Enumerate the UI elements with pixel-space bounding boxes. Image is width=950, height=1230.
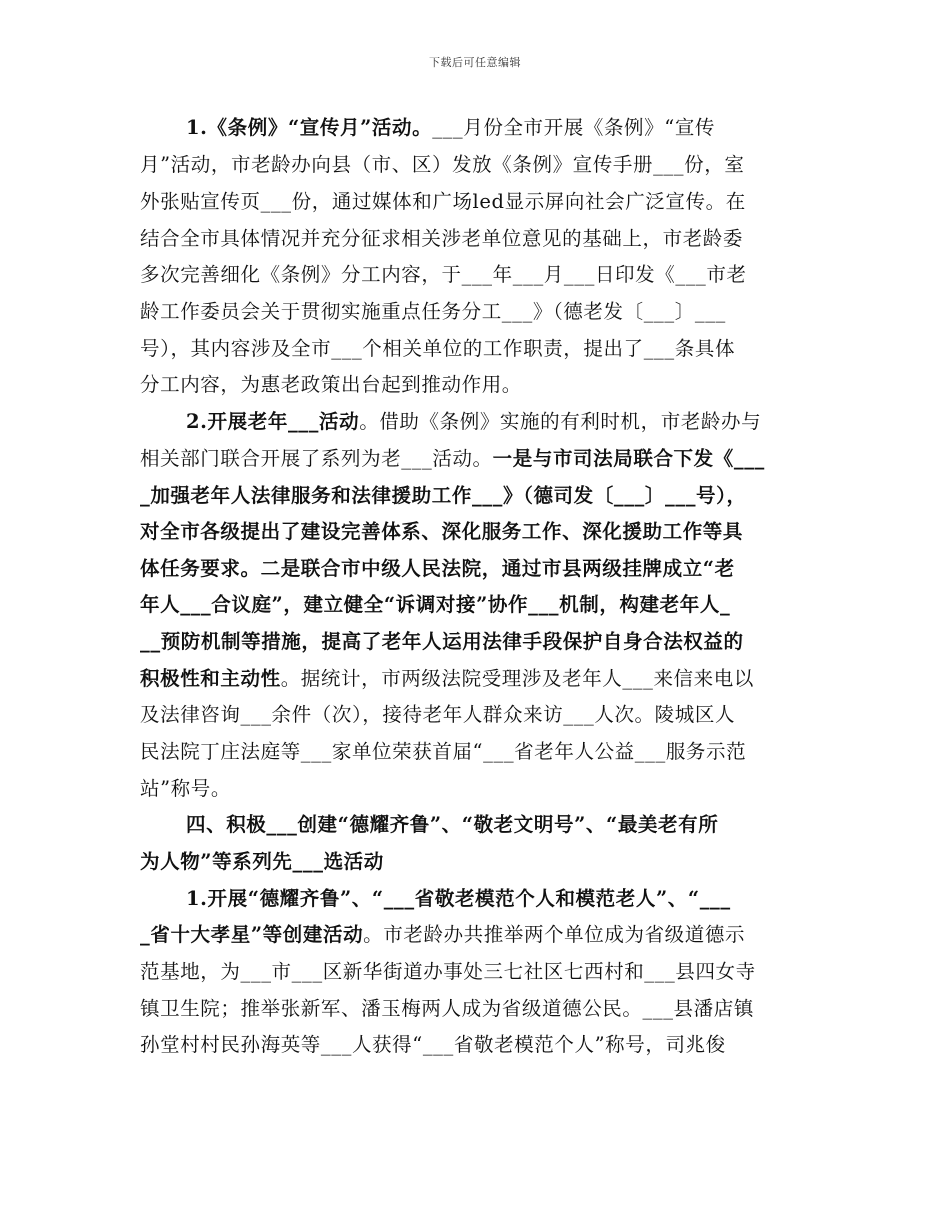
text-line: [140, 630, 744, 654]
text-line: [140, 777, 231, 801]
text-line: [140, 850, 384, 874]
body-text: 龄工作委员会关于贯彻实施重点任务分工___》（德老发〔___〕___: [140, 300, 726, 323]
bold-text: 体任务要求。二是联合市中级人民法院，通过市县两级挂牌成立“老: [140, 557, 735, 580]
text-line: [140, 593, 730, 617]
body-text: 外张贴宣传页___份，通过媒体和广场led显示屏向社会广泛宣传。在: [140, 190, 746, 213]
text-line: [140, 227, 743, 251]
text-line: [140, 190, 746, 214]
body-text: 站”称号。: [140, 777, 231, 800]
body-text: 范基地，为___市___区新华街道办事处三七社区七西村和___县四女寺: [140, 960, 756, 983]
bold-text: 年人___合议庭”，建立健全“诉调对接”协作___机制，构建老年人_: [140, 593, 731, 616]
bold-text: 积极性和主动性: [140, 667, 281, 690]
text-line: [140, 923, 745, 947]
body-text: 及法律咨询___余件（次），接待老年人群众来访___人次。陵城区人: [140, 703, 736, 726]
text-line: [140, 1033, 726, 1057]
page-header: 下载后可任意编辑: [429, 56, 521, 69]
bold-text: _省十大孝星”等创建活动: [140, 923, 364, 946]
text-line: [186, 813, 718, 837]
text-line: [140, 667, 754, 691]
text-line: [140, 703, 735, 727]
body-text: 相关部门联合开展了系列为老___活动。: [140, 447, 493, 470]
body-text: 号），其内容涉及全市___个相关单位的工作职责，提出了___条具体: [140, 337, 736, 360]
bold-text: 对全市各级提出了建设完善体系、深化服务工作、深化援助工作等具: [140, 520, 744, 543]
text-line: [186, 887, 731, 911]
text-line: [140, 300, 726, 324]
bold-text: 四、积极___创建“德耀齐鲁”、“敬老文明号”、“最美老有所: [186, 813, 719, 836]
body-text: 月”活动，市老龄办向县（市、区）发放《条例》宣传手册___份，室: [140, 153, 745, 176]
text-line: [140, 520, 743, 544]
text-line: [140, 153, 744, 177]
body-text: 镇卫生院；推举张新军、潘玉梅两人成为省级道德公民。___县潘店镇: [140, 997, 754, 1020]
body-text: 。据统计，市两级法院受理涉及老年人___来信来电以: [280, 667, 754, 690]
text-line: [140, 337, 735, 361]
text-line: [140, 557, 735, 581]
text-line: [140, 263, 747, 287]
bold-text: 为人物”等系列先___选活动: [140, 850, 384, 873]
body-text: 。借助《条例》实施的有利时机，市老龄办与: [359, 410, 762, 433]
bold-text: 一是与市司法局联合下发《___: [492, 447, 765, 470]
text-line: [140, 740, 746, 764]
body-text: 孙堂村村民孙海英等___人获得“___省敬老模范个人”称号，司兆俊: [140, 1033, 726, 1056]
text-line: [140, 484, 747, 508]
bold-text: 1.开展“德耀齐鲁”、“___省敬老模范个人和模范老人”、“___: [186, 887, 731, 910]
bold-text: _加强老年人法律服务和法律援助工作___》（德司发〔___〕___号），: [140, 484, 747, 507]
text-line: [140, 447, 765, 471]
bold-text: __预防机制等措施，提高了老年人运用法律手段保护自身合法权益的: [140, 630, 744, 653]
text-line: [140, 373, 522, 397]
text-line: [186, 410, 761, 434]
text-line: [140, 997, 754, 1021]
bold-text: 1.《条例》“宣传月”活动。: [186, 116, 433, 139]
body-text: 。市老龄办共推举两个单位成为省级道德示: [363, 923, 746, 946]
text-line: [140, 960, 756, 984]
body-text: ___月份全市开展《条例》“宣传: [432, 116, 716, 139]
body-text: 分工内容，为惠老政策出台起到推动作用。: [140, 373, 522, 396]
text-line: [186, 116, 715, 140]
body-text: 多次完善细化《条例》分工内容，于___年___月___日印发《___市老: [140, 263, 747, 286]
bold-text: 2.开展老年___活动: [186, 410, 360, 433]
body-text: 民法院丁庄法庭等___家单位荣获首届“___省老年人公益___服务示范: [140, 740, 747, 763]
body-text: 结合全市具体情况并充分征求相关涉老单位意见的基础上，市老龄委: [140, 227, 744, 250]
